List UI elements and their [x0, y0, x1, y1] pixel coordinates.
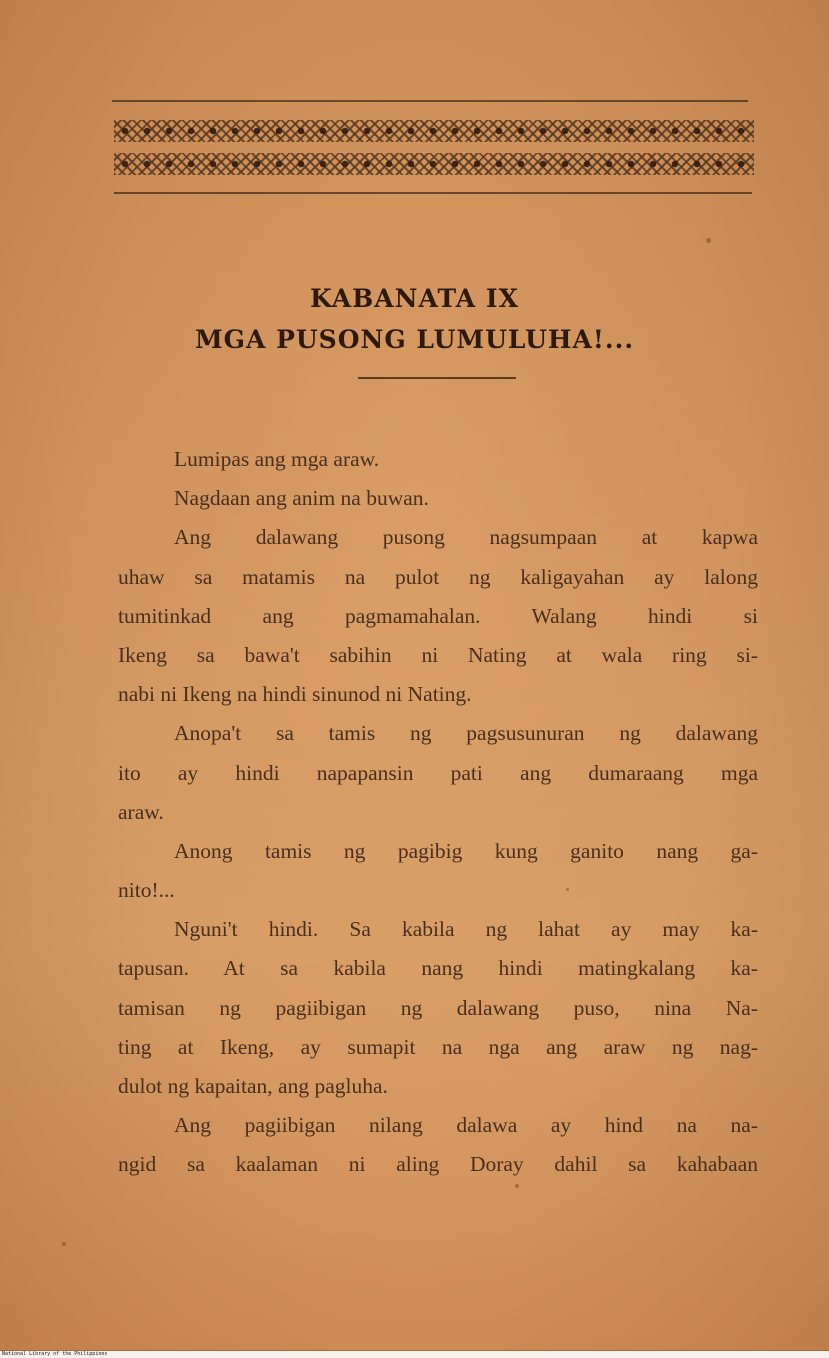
paper-speck	[566, 888, 569, 891]
text-line: Ikeng sa bawa't sabihin ni Nating at wala ring si-	[118, 642, 758, 667]
text-line: nito!...	[118, 878, 175, 903]
text-line: tamisan ng pagiibigan ng dalawang puso, nina Na-	[118, 995, 758, 1020]
text-line: Ang pagiibigan nilang dalawa ay hind na na-	[174, 1113, 758, 1138]
text-line: ito ay hindi napapansin pati ang dumaraang mga	[118, 760, 758, 785]
text-line: Nguni't hindi. Sa kabila ng lahat ay may ka-	[174, 917, 758, 942]
chapter-title: MGA PUSONG LUMULUHA!...	[194, 325, 635, 354]
text-line: Anopa't sa tamis ng pagsusunuran ng dalawang	[174, 721, 758, 746]
paper-speck	[515, 1184, 519, 1188]
ornament-dots-lower	[114, 153, 754, 175]
text-line: dulot ng kapaitan, ang pagluha.	[118, 1074, 388, 1098]
text-line: Anong tamis ng pagibig kung ganito nang ga-	[174, 838, 758, 863]
text-line: ting at Ikeng, ay sumapit na nga ang araw ng nag-	[118, 1034, 758, 1059]
text-line: ngid sa kaalaman ni aling Doray dahil sa kahabaan	[118, 1152, 758, 1177]
text-line: nabi ni Ikeng na hindi sinunod ni Nating.	[118, 682, 472, 707]
text-line: Lumipas ang mga araw.	[174, 447, 380, 471]
library-footer: National Library of the Philippines	[0, 1351, 829, 1358]
text-line: Ang dalawang pusong nagsumpaan at kapwa	[174, 525, 758, 550]
text-line: araw.	[118, 799, 164, 824]
title-underline	[358, 377, 516, 379]
top-rule	[112, 100, 748, 102]
text-line: tumitinkad ang pagmamahalan. Walang hindi si	[118, 603, 758, 628]
ornament-dots-upper	[114, 120, 754, 142]
text-line: uhaw sa matamis na pulot ng kaligayahan ay lalong	[118, 564, 758, 589]
paper-speck	[706, 238, 711, 243]
text-line: tapusan. At sa kabila nang hindi matingkalang ka-	[118, 956, 758, 981]
paper-speck	[62, 1242, 66, 1246]
bottom-rule	[114, 192, 752, 194]
text-line: Nagdaan ang anim na buwan.	[174, 486, 429, 511]
chapter-body	[118, 440, 758, 1185]
chapter-number: KABANATA IX	[310, 284, 519, 313]
